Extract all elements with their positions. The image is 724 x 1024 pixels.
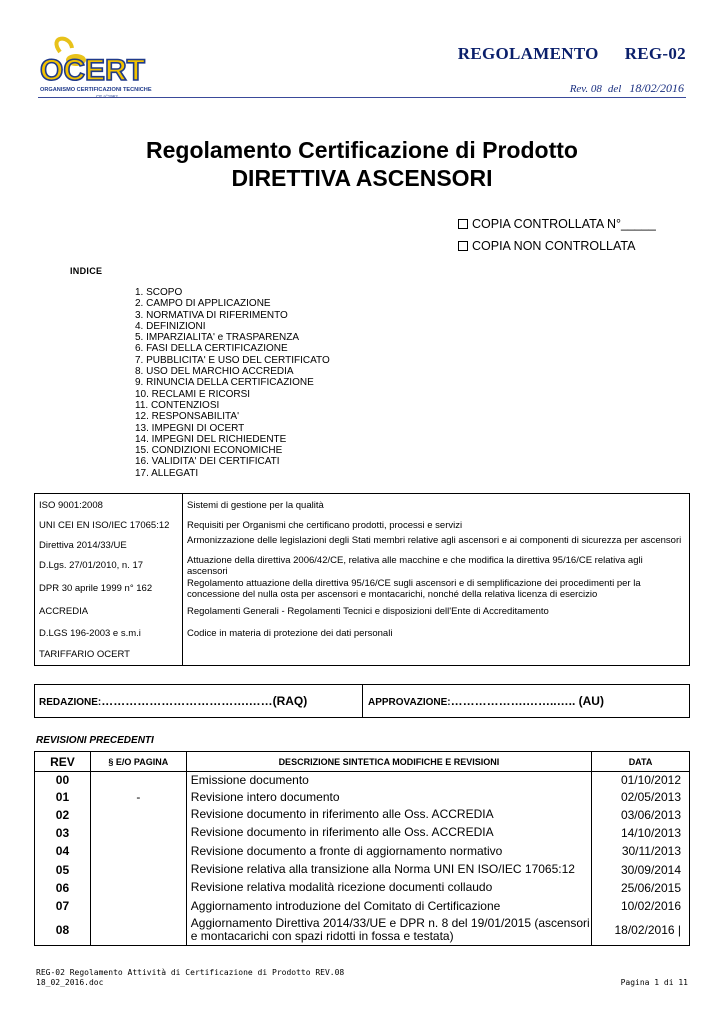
- toc-item: 11. CONTENZIOSI: [135, 399, 220, 411]
- revision-date: 02/05/2013: [592, 789, 690, 806]
- title-line-2: DIRETTIVA ASCENSORI: [231, 165, 493, 191]
- norm-reference: ISO 9001:2008: [39, 500, 103, 511]
- regolamento-label: REGOLAMENTO: [457, 44, 599, 63]
- norm-description: Attuazione della direttiva 2006/42/CE, relativa alle macchine e che modifica la direttiva 95/16/CE relativa agli ascensori: [187, 555, 643, 577]
- header-date: DATA: [592, 752, 690, 772]
- revision-page: [90, 879, 186, 897]
- revisions-header-row: [35, 752, 690, 772]
- ocert-logo: [38, 34, 188, 104]
- toc-item: 4. DEFINIZIONI: [135, 320, 206, 332]
- revision-date: 14/10/2013: [592, 824, 690, 842]
- ocert-logo-icon: [38, 34, 188, 104]
- revision-page: [90, 824, 186, 842]
- logo-ce-mark: CE n°1962: [96, 94, 118, 99]
- normative-references-table: [34, 493, 690, 666]
- table-row: [35, 806, 690, 824]
- norm-reference: ACCREDIA: [39, 606, 89, 617]
- rev-label: Rev. 08: [569, 83, 602, 95]
- copia-non-controllata-label: COPIA NON CONTROLLATA: [472, 239, 636, 253]
- revision-description: Revisione relativa modalità ricezione documenti collaudo: [186, 879, 591, 897]
- revision-page: [90, 861, 186, 879]
- checkbox-icon[interactable]: [458, 219, 468, 229]
- footer-line-2: 18_02_2016.doc: [36, 978, 104, 987]
- page-number: Pagina 1 di 11: [620, 978, 688, 987]
- norm-reference: Direttiva 2014/33/UE: [39, 540, 127, 551]
- revision-date: 03/06/2013: [592, 806, 690, 824]
- revision-date: 30/09/2014: [592, 861, 690, 879]
- norm-reference: UNI CEI EN ISO/IEC 17065:12: [39, 520, 170, 531]
- norm-reference: D.Lgs. 27/01/2010, n. 17: [39, 560, 144, 571]
- revision-description: Revisione documento in riferimento alle Oss. ACCREDIA: [186, 824, 591, 842]
- norm-description: Regolamento attuazione della direttiva 95/16/CE sugli ascensori e di semplificazione dei procedimenti per la concessione del nulla osta per ascensori e montacarichi, nonché della relativa licenza di esercizio: [187, 578, 641, 600]
- toc-item: 12. RESPONSABILITA': [135, 411, 239, 423]
- toc-item: 6. FASI DELLA CERTIFICAZIONE: [135, 343, 288, 355]
- revision-page: -: [90, 789, 186, 806]
- checkbox-icon[interactable]: [458, 241, 468, 251]
- norm-reference: DPR 30 aprile 1999 n° 162: [39, 583, 153, 594]
- toc-item: 2. CAMPO DI APPLICAZIONE: [135, 298, 271, 310]
- revision-page: [90, 897, 186, 916]
- norm-reference: TARIFFARIO OCERT: [39, 649, 130, 660]
- revision-page: [90, 772, 186, 789]
- redazione-label: REDAZIONE:: [39, 697, 102, 708]
- revision-number: 05: [35, 861, 91, 879]
- toc-item: 16. VALIDITA' DEI CERTIFICATI: [135, 456, 280, 468]
- toc-item: 7. PUBBLICITA' E USO DEL CERTIFICATO: [135, 354, 330, 366]
- norm-description: Armonizzazione delle legislazioni degli Stati membri relative agli ascensori e ai componenti di sicurezza per ascensori: [187, 535, 682, 546]
- revision-description: Revisione intero documento: [186, 789, 591, 806]
- revision-page: [90, 916, 186, 946]
- toc-item: 15. CONDIZIONI ECONOMICHE: [135, 445, 283, 457]
- approvazione-label: APPROVAZIONE:: [368, 697, 451, 708]
- revision-description: Aggiornamento Direttiva 2014/33/UE e DPR n. 8 del 19/01/2015 (ascensori e montacarichi con spazi ridotti in fossa e testata): [186, 916, 591, 946]
- table-of-contents: [135, 287, 330, 479]
- revision-number: 03: [35, 824, 91, 842]
- header-page: § E/O PAGINA: [90, 752, 186, 772]
- table-row: [35, 772, 690, 789]
- table-row: [35, 879, 690, 897]
- revision-number: 08: [35, 916, 91, 946]
- rev-date: 18/02/2016: [629, 81, 684, 95]
- page-title: [0, 136, 724, 192]
- toc-item: 9. RINUNCIA DELLA CERTIFICAZIONE: [135, 377, 314, 389]
- redazione-value: ……………………………….……(RAQ): [101, 694, 308, 708]
- header-description: DESCRIZIONE SINTETICA MODIFICHE E REVISIONI: [186, 752, 591, 772]
- revision-page: [90, 842, 186, 861]
- toc-item: 10. RECLAMI E RICORSI: [135, 388, 251, 400]
- title-line-1: Regolamento Certificazione di Prodotto: [146, 137, 578, 163]
- revision-description: Revisione relativa alla transizione alla Norma UNI EN ISO/IEC 17065:12: [186, 861, 591, 879]
- toc-item: 14. IMPEGNI DEL RICHIEDENTE: [135, 433, 287, 445]
- norm-description: Requisiti per Organismi che certificano prodotti, processi e servizi: [187, 520, 463, 531]
- revision-number: 01: [35, 789, 91, 806]
- logo-wordmark: OCERT: [40, 54, 145, 87]
- revisions-table: [34, 751, 690, 946]
- revision-description: Aggiornamento introduzione del Comitato di Certificazione: [186, 897, 591, 916]
- copia-controllata-label: COPIA CONTROLLATA N°_____: [472, 217, 656, 231]
- footer-line-1: REG-02 Regolamento Attività di Certificazione di Prodotto REV.08: [36, 968, 345, 977]
- norm-description: Regolamenti Generali - Regolamenti Tecnici e disposizioni dell'Ente di Accreditamento: [187, 606, 549, 617]
- revision-number: 02: [35, 806, 91, 824]
- footer-filename: [36, 968, 344, 988]
- toc-item: 13. IMPEGNI DI OCERT: [135, 422, 245, 434]
- revision-date: 25/06/2015: [592, 879, 690, 897]
- revision-date: 10/02/2016: [592, 897, 690, 916]
- norm-description: Codice in materia di protezione dei dati personali: [187, 628, 393, 639]
- table-row: [35, 789, 690, 806]
- table-row: [35, 916, 690, 946]
- copia-controllata-option[interactable]: [458, 217, 656, 231]
- regolamento-heading: [458, 44, 686, 64]
- toc-item: 5. IMPARZIALITA' e TRASPARENZA: [135, 332, 299, 344]
- revision-number: 06: [35, 879, 91, 897]
- revision-date: 01/10/2012: [592, 772, 690, 789]
- revision-date: 18/02/2016 |: [592, 916, 690, 946]
- table-row: [35, 824, 690, 842]
- toc-item: 1. SCOPO: [135, 287, 183, 298]
- table-row: [35, 897, 690, 916]
- approval-box: [34, 684, 690, 718]
- revision-date: 30/11/2013: [592, 842, 690, 861]
- revision-description: Revisione documento in riferimento alle Oss. ACCREDIA: [186, 806, 591, 824]
- norm-description: Sistemi di gestione per la qualità: [187, 500, 324, 511]
- toc-item: 3. NORMATIVA DI RIFERIMENTO: [135, 309, 288, 321]
- header-rev: REV: [35, 752, 91, 772]
- approvazione-value: ……………….……..….. (AU): [450, 694, 604, 708]
- header-divider: [38, 97, 686, 98]
- revision-number: 07: [35, 897, 91, 916]
- table-divider: [182, 494, 183, 665]
- revision-description: Emissione documento: [186, 772, 591, 789]
- logo-subtitle: ORGANISMO CERTIFICAZIONI TECNICHE: [40, 87, 152, 93]
- revisions-label: REVISIONI PRECEDENTI: [36, 735, 154, 746]
- document-code: REG-02: [624, 44, 686, 63]
- toc-item: 17. ALLEGATI: [135, 467, 199, 479]
- revision-description: Revisione documento a fronte di aggiornamento normativo: [186, 842, 591, 861]
- toc-item: 8. USO DEL MARCHIO ACCREDIA: [135, 366, 294, 378]
- revision-number: 04: [35, 842, 91, 861]
- redazione-cell: [39, 694, 307, 708]
- revision-line: [564, 81, 684, 96]
- table-row: [35, 842, 690, 861]
- copia-non-controllata-option[interactable]: [458, 239, 635, 253]
- approval-divider: [362, 685, 363, 717]
- del-label: del: [607, 83, 622, 95]
- approvazione-cell: [368, 694, 604, 708]
- revision-page: [90, 806, 186, 824]
- norm-reference: D.LGS 196-2003 e s.m.i: [39, 628, 141, 639]
- revision-number: 00: [35, 772, 91, 789]
- index-label: INDICE: [70, 266, 103, 276]
- table-row: [35, 861, 690, 879]
